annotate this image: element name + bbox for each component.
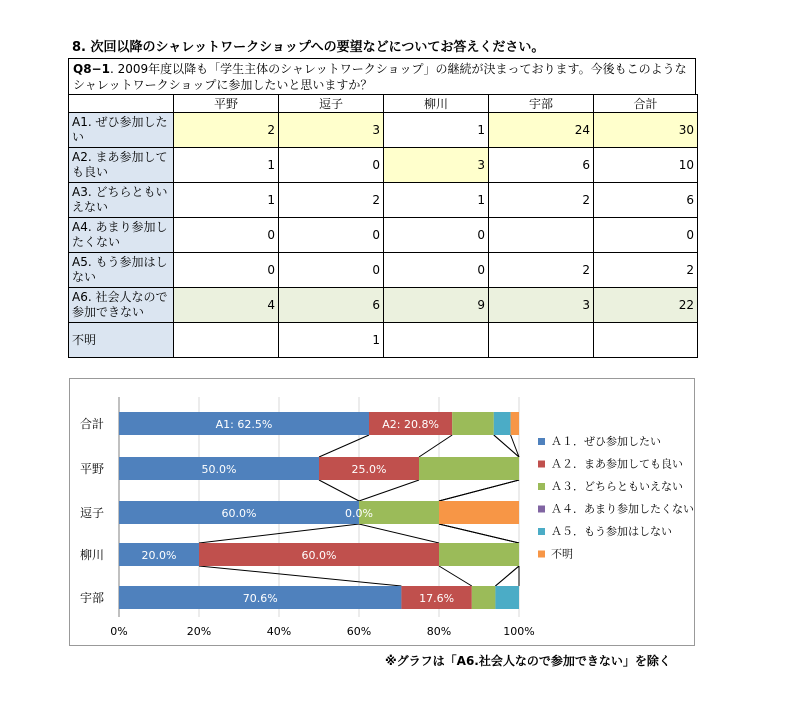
section-heading: 8. 次回以降のシャレットワークショップへの要望などについてお答えください。	[72, 40, 545, 55]
legend-label: Ａ４．あまり参加したくない	[551, 502, 694, 516]
legend-swatch	[538, 528, 545, 535]
table-row	[69, 288, 698, 323]
table-cell: 0	[279, 253, 384, 288]
table-cell: 3	[279, 113, 384, 148]
table-cell	[489, 218, 594, 253]
table-cell: 6	[279, 288, 384, 323]
table-cell: 10	[594, 148, 698, 183]
table-cell: 2	[489, 253, 594, 288]
table-cell: 6	[594, 183, 698, 218]
stacked-bar-chart	[70, 379, 694, 645]
table-cell: 0	[279, 218, 384, 253]
table-row	[69, 253, 698, 288]
header-corner	[69, 95, 174, 113]
series-line	[439, 524, 519, 543]
data-label: A2: 20.8%	[382, 418, 439, 431]
table-cell: 6	[489, 148, 594, 183]
table-row	[69, 113, 698, 148]
table-cell	[174, 323, 279, 358]
row-label: A2. まあ参加しても良い	[69, 148, 174, 183]
table-cell	[489, 323, 594, 358]
table-cell: 2	[594, 253, 698, 288]
data-label: A1: 62.5%	[215, 418, 273, 431]
table-cell: 22	[594, 288, 698, 323]
table-row	[69, 183, 698, 218]
legend-swatch	[538, 438, 545, 445]
table-header-row	[69, 95, 698, 113]
table-cell: 24	[489, 113, 594, 148]
category-label: 平野	[79, 462, 105, 476]
row-label: A4. あまり参加したくない	[69, 218, 174, 253]
table-row	[69, 148, 698, 183]
results-table	[68, 94, 698, 358]
series-line	[359, 480, 419, 501]
bar-segment	[494, 412, 511, 435]
series-line	[359, 524, 439, 543]
row-label: A5. もう参加はしない	[69, 253, 174, 288]
legend-swatch	[538, 461, 545, 468]
series-line	[319, 435, 369, 457]
row-label: 不明	[69, 323, 174, 358]
x-tick-label: 80%	[426, 625, 452, 638]
column-header: 合計	[594, 95, 698, 113]
table-cell	[384, 323, 489, 358]
series-line	[495, 566, 519, 586]
bar-segment	[419, 457, 519, 480]
table-cell: 2	[279, 183, 384, 218]
bar-segment	[495, 586, 519, 609]
table-cell: 1	[174, 148, 279, 183]
data-label: 50.0%	[201, 463, 237, 476]
table-cell: 30	[594, 113, 698, 148]
bar-segment	[439, 543, 519, 566]
series-line	[319, 480, 359, 501]
column-header: 宇部	[489, 95, 594, 113]
table-cell: 0	[279, 148, 384, 183]
column-header: 逗子	[279, 95, 384, 113]
series-line	[439, 566, 472, 586]
table-cell: 2	[174, 113, 279, 148]
x-tick-label: 100%	[503, 625, 535, 638]
bar-segment	[452, 412, 494, 435]
legend-label: Ａ５．もう参加はしない	[551, 525, 672, 538]
table-cell: 3	[384, 148, 489, 183]
data-label: 60.0%	[301, 549, 337, 562]
table-cell: 1	[384, 113, 489, 148]
data-label: 17.6%	[419, 592, 455, 605]
legend-swatch	[538, 483, 545, 490]
data-label: 70.6%	[242, 592, 278, 605]
x-tick-label: 20%	[186, 625, 212, 638]
series-line	[199, 566, 401, 586]
table-cell: 2	[489, 183, 594, 218]
row-label: A6. 社会人なので参加できない	[69, 288, 174, 323]
category-label: 合計	[79, 417, 105, 431]
data-label: 25.0%	[351, 463, 387, 476]
bar-segment	[472, 586, 496, 609]
question-box	[68, 58, 696, 94]
data-label: 60.0%	[221, 507, 257, 520]
table-cell: 1	[174, 183, 279, 218]
table-row	[69, 218, 698, 253]
table-cell: 1	[384, 183, 489, 218]
table-cell: 0	[384, 218, 489, 253]
bar-segment	[439, 501, 519, 524]
series-line	[439, 480, 519, 501]
table-cell: 4	[174, 288, 279, 323]
x-tick-label: 40%	[266, 625, 292, 638]
category-label: 逗子	[79, 506, 105, 520]
column-header: 柳川	[384, 95, 489, 113]
column-header: 平野	[174, 95, 279, 113]
row-label: A1. ぜひ参加したい	[69, 113, 174, 148]
legend-label: Ａ１．ぜひ参加したい	[551, 435, 661, 448]
legend-swatch	[538, 506, 545, 513]
series-line	[419, 435, 452, 457]
table-cell: 0	[384, 253, 489, 288]
table-cell: 0	[174, 253, 279, 288]
table-cell	[594, 323, 698, 358]
table-cell: 1	[279, 323, 384, 358]
table-row	[69, 323, 698, 358]
question-code: Q8−1	[73, 62, 110, 76]
x-tick-label: 60%	[346, 625, 372, 638]
chart-area	[69, 378, 695, 646]
legend-swatch	[538, 551, 545, 558]
table-cell: 0	[594, 218, 698, 253]
table-cell: 9	[384, 288, 489, 323]
category-label: 宇部	[79, 591, 105, 605]
row-label: A3. どちらともいえない	[69, 183, 174, 218]
x-tick-label: 0%	[110, 625, 128, 638]
legend-label: Ａ２．まあ参加しても良い	[551, 457, 683, 471]
category-label: 柳川	[79, 548, 105, 562]
bar-segment	[511, 412, 519, 435]
chart-note: ※グラフは「A6.社会人なので参加できない」を除く	[385, 654, 671, 668]
question-text: . 2009年度以降も「学生主体のシャレットワークショップ」の継続が決まっております。今後もこのようなシャレットワークショップに参加したいと思いますか？	[73, 62, 687, 92]
data-label: 0.0%	[345, 507, 373, 520]
legend-label: 不明	[551, 547, 573, 561]
data-label: 20.0%	[141, 549, 177, 562]
legend-label: Ａ３．どちらともいえない	[551, 480, 683, 493]
table-cell: 3	[489, 288, 594, 323]
table-cell: 0	[174, 218, 279, 253]
